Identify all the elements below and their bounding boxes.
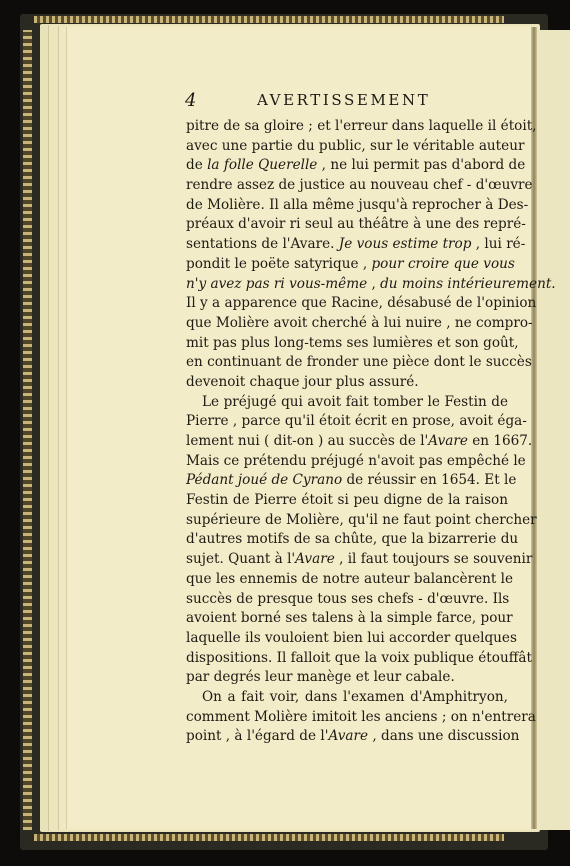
text-line (186, 215, 526, 235)
italic-text: Avare (328, 728, 369, 745)
text-line (186, 137, 525, 157)
text-segment: Le préjugé qui avoit fait tomber le Festin de (202, 393, 508, 410)
text-line (186, 629, 517, 649)
running-head: AVERTISSEMENT (257, 91, 431, 109)
text-line (186, 314, 533, 334)
text-line (186, 708, 536, 728)
text-line (186, 609, 513, 629)
text-line (186, 294, 537, 314)
text-line (186, 373, 508, 393)
text-line (186, 156, 526, 176)
text-line (186, 353, 532, 373)
text-segment: avoient borné ses talens à la simple farce, pour (186, 610, 513, 627)
page-header (185, 88, 445, 110)
text-line (186, 590, 508, 610)
gilt-border-top (34, 16, 504, 23)
text-line (186, 393, 508, 413)
text-segment: en continuant de fronder une pièce dont le succès (186, 354, 532, 371)
text-line (186, 570, 514, 590)
text-segment: , lui ré- (471, 236, 526, 253)
text-line (186, 196, 529, 216)
text-segment: que Molière avoit cherché à lui nuire , ne compro- (186, 314, 533, 331)
page-number: 4 (185, 90, 197, 111)
text-line (186, 412, 527, 432)
italic-text: n'y avez pas ri vous-même (186, 275, 368, 292)
text-segment: devenoit chaque jour plus assuré. (186, 373, 419, 390)
text-segment: On a fait voir, dans l'examen d'Amphitryon, (202, 688, 508, 705)
text-segment: point , à l'égard de l' (186, 728, 329, 745)
text-line (186, 176, 533, 196)
text-line (186, 668, 508, 688)
italic-text: Je vous estime trop (338, 236, 472, 253)
text-segment: que les ennemis de notre auteur balancèrent le (186, 570, 514, 587)
text-segment: pondit le poëte satyrique , (186, 255, 372, 272)
text-line (186, 117, 537, 137)
text-segment: préaux d'avoir ri seul au théâtre à une des repré- (186, 216, 526, 233)
text-line (186, 471, 517, 491)
text-line (186, 334, 519, 354)
text-segment: Il y a apparence que Racine, désabusé de l'opinion (186, 295, 537, 312)
gilt-border-bottom (34, 834, 504, 841)
text-segment: de Molière. Il alla même jusqu'à reprocher à Des- (186, 196, 529, 213)
italic-text: la folle Querelle (207, 157, 318, 174)
text-segment: Mais ce prétendu préjugé n'avoit pas empêché le (186, 452, 526, 469)
text-segment: laquelle ils vouloient bien lui accorder quelques (186, 629, 517, 646)
text-segment: de (186, 157, 208, 174)
text-line (186, 452, 526, 472)
italic-text: Avare (295, 551, 335, 568)
text-segment: sentations de l'Avare. (186, 236, 339, 253)
italic-text: du moins intérieurement. (380, 275, 556, 292)
text-line (186, 649, 532, 669)
italic-text: pour croire que vous (371, 255, 515, 272)
text-segment: , dans une discussion (368, 728, 520, 745)
text-segment: , ne lui permit pas d'abord de (317, 157, 526, 174)
text-segment: de réussir en 1654. Et le (342, 472, 517, 489)
text-segment: supérieure de Molière, qu'il ne faut point chercher (186, 511, 537, 528)
text-segment: lement nui ( dit-on ) au succès de l' (186, 433, 429, 449)
text-segment: d'autres motifs de sa chûte, que la bizarrerie du (186, 531, 519, 548)
text-line (186, 275, 556, 295)
text-line (186, 432, 533, 452)
text-segment: mit pas plus long-tems ses lumières et son goût, (186, 334, 519, 351)
text-segment: pitre de sa gloire ; et l'erreur dans laquelle il étoit, (186, 118, 537, 134)
text-line (186, 235, 526, 255)
text-line (186, 688, 508, 708)
text-segment: avec une partie du public, sur le véritable auteur (186, 137, 525, 154)
text-segment: rendre assez de justice au nouveau chef - d'œuvre (186, 177, 533, 194)
text-segment: , (367, 275, 381, 292)
italic-text: Pédant joué de Cyrano (186, 472, 343, 489)
text-segment: succès de presque tous ses chefs - d'œuvre. Ils (186, 590, 510, 607)
text-line (186, 550, 533, 570)
text-segment: Festin de Pierre étoit si peu digne de la raison (186, 492, 508, 509)
text-segment: comment Molière imitoit les anciens ; on n'entrera (186, 708, 536, 725)
text-segment: dispositions. Il falloit que la voix publique étouffât (186, 649, 532, 666)
text-line (186, 511, 537, 531)
text-segment: sujet. Quant à l' (186, 551, 296, 568)
italic-text: Avare (428, 433, 468, 449)
text-segment: Pierre , parce qu'il étoit écrit en prose, avoit éga- (186, 413, 527, 430)
text-line (186, 727, 520, 747)
gilt-border-left (23, 30, 32, 830)
body-text (186, 117, 556, 747)
text-segment: par degrés leur manège et leur cabale. (186, 669, 455, 686)
facing-page-edge (536, 30, 570, 830)
text-segment: , il faut toujours se souvenir (334, 551, 533, 568)
text-line (186, 255, 515, 275)
text-segment: en 1667. (467, 433, 533, 449)
text-line (186, 491, 508, 511)
text-line (186, 530, 519, 550)
